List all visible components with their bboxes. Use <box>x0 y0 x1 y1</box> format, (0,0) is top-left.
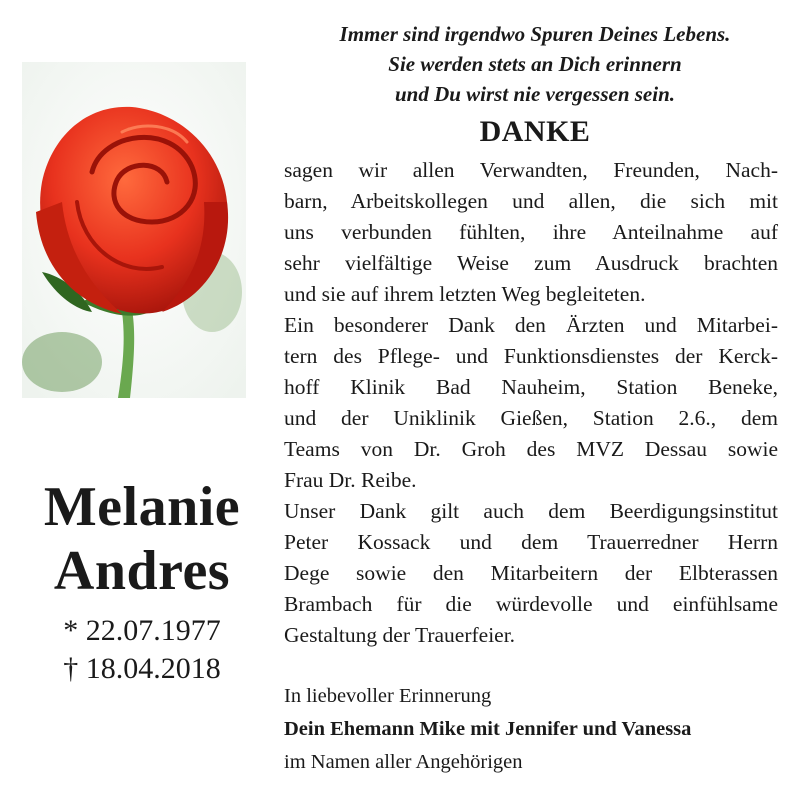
body-line: Frau Dr. Reibe. <box>284 468 417 492</box>
body-line: barn, Arbeitskollegen und allen, die sich mit <box>284 189 778 213</box>
body-line: Ein besonderer Dank den Ärzten und Mitarbei- <box>284 313 778 337</box>
deceased-first-name: Melanie <box>43 476 241 538</box>
deceased-last-name: Andres <box>53 540 231 602</box>
body-line: Peter Kossack und dem Trauerredner Herrn <box>284 530 778 554</box>
motto-line-2: Sie werden stets an Dich erinnern <box>388 52 682 76</box>
closing-intro: In liebevoller Erinnerung <box>284 685 492 707</box>
body-line: uns verbunden fühlten, ihre Anteilnahme auf <box>284 220 778 244</box>
body-line: sehr vielfältige Weise zum Ausdruck brachten <box>284 251 778 275</box>
body-line: und sie auf ihrem letzten Weg begleiteten. <box>284 282 646 306</box>
closing-signature: Dein Ehemann Mike mit Jennifer und Vanessa <box>284 718 692 740</box>
body-line: Gestaltung der Trauerfeier. <box>284 623 516 647</box>
motto-line-3: und Du wirst nie vergessen sein. <box>394 82 676 106</box>
body-line: Teams von Dr. Groh des MVZ Dessau sowie <box>284 437 778 461</box>
body-line: Unser Dank gilt auch dem Beerdigungsinstitut <box>284 499 778 523</box>
body-line: tern des Pflege- und Funktionsdienstes der Kerck- <box>284 344 778 368</box>
body-line: sagen wir allen Verwandten, Freunden, Nach- <box>284 158 778 182</box>
body-line: Dege sowie den Mitarbeitern der Elbterassen <box>284 561 778 585</box>
body-line: hoff Klinik Bad Nauheim, Station Beneke, <box>284 375 778 399</box>
closing-outro: im Namen aller Angehörigen <box>284 751 523 773</box>
motto-line-1: Immer sind irgendwo Spuren Deines Lebens. <box>339 22 731 46</box>
body-line: und der Uniklinik Gießen, Station 2.6., dem <box>284 406 778 430</box>
death-date: † 18.04.2018 <box>63 652 221 685</box>
danke-heading: DANKE <box>479 115 591 148</box>
red-rose-icon <box>22 62 246 398</box>
body-line: Brambach für die würdevolle und einfühlsame <box>284 592 778 616</box>
birth-date: * 22.07.1977 <box>63 614 221 647</box>
